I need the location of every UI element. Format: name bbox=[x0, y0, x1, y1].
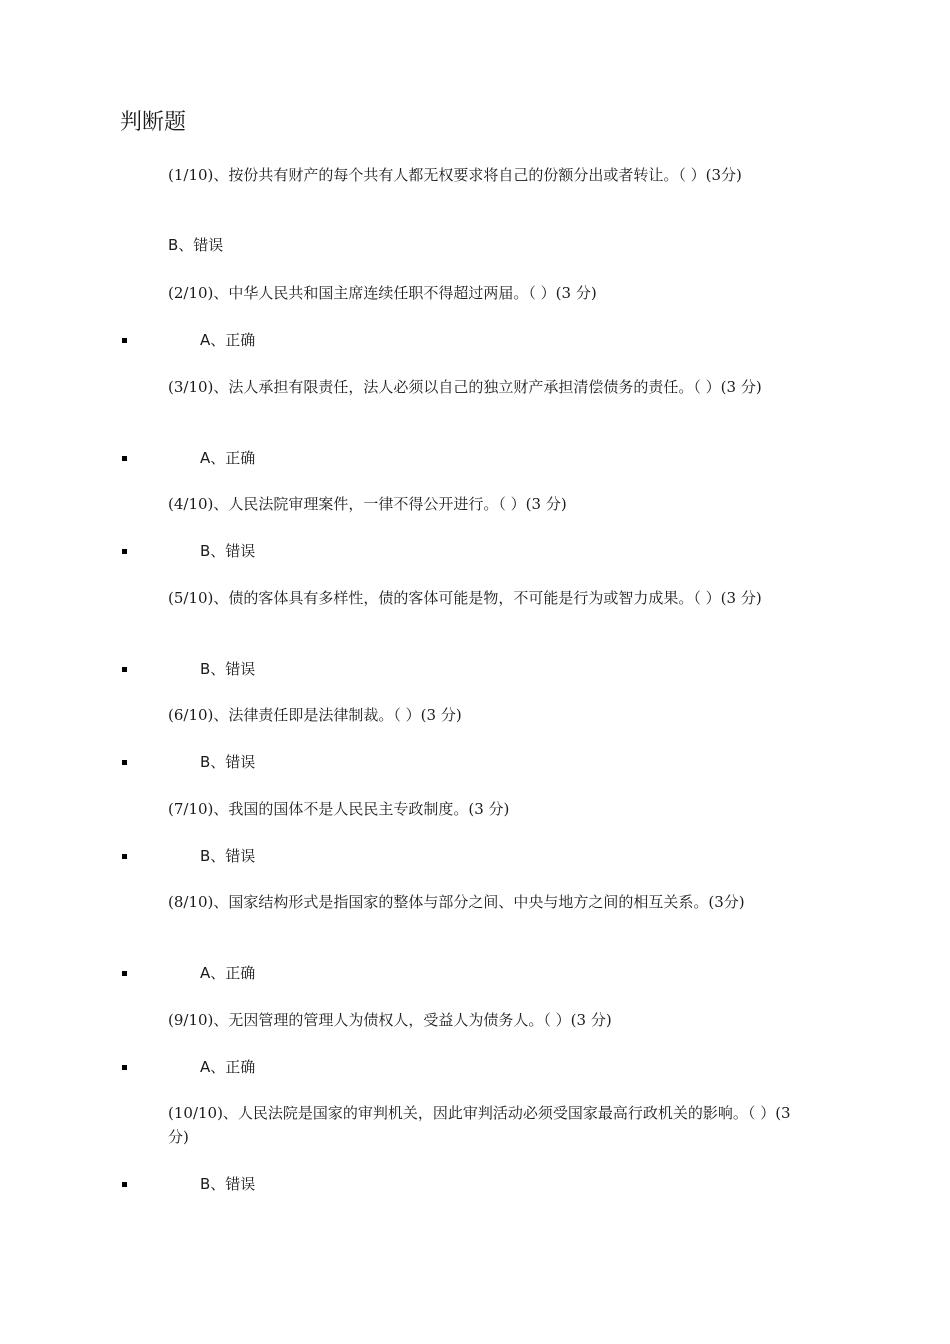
question-5: (5/10)、债的客体具有多样性，债的客体可能是物，不可能是行为或智力成果。（ ）(3 分) bbox=[168, 589, 762, 607]
question-8: (8/10)、国家结构形式是指国家的整体与部分之间、中央与地方之间的相互关系。(3分) bbox=[168, 893, 745, 911]
question-3: (3/10)、法人承担有限责任，法人必须以自己的独立财产承担清偿债务的责任。（ ）(3 分) bbox=[168, 378, 762, 396]
answer-3-text: A、正确 bbox=[200, 449, 256, 467]
answer-9-text: A、正确 bbox=[200, 1058, 256, 1076]
bullet-icon bbox=[122, 854, 127, 859]
answer-8-text: A、正确 bbox=[200, 964, 256, 982]
question-1: (1/10)、按份共有财产的每个共有人都无权要求将自己的份额分出或者转让。（ ）(3分) bbox=[168, 166, 742, 184]
answer-10-text: B、错误 bbox=[200, 1175, 256, 1193]
section-title: 判断题 bbox=[120, 110, 187, 135]
answer-7-text: B、错误 bbox=[200, 847, 256, 865]
bullet-icon bbox=[122, 1182, 127, 1187]
bullet-icon bbox=[122, 549, 127, 554]
bullet-icon bbox=[122, 1065, 127, 1070]
question-2: (2/10)、中华人民共和国主席连续任职不得超过两届。（ ）(3 分) bbox=[168, 284, 597, 302]
question-7: (7/10)、我国的国体不是人民民主专政制度。(3 分) bbox=[168, 800, 510, 818]
answer-6-text: B、错误 bbox=[200, 753, 256, 771]
bullet-icon bbox=[122, 971, 127, 976]
bullet-icon bbox=[122, 338, 127, 343]
question-6: (6/10)、法律责任即是法律制裁。（ ）(3 分) bbox=[168, 706, 462, 724]
bullet-icon bbox=[122, 456, 127, 461]
answer-5-text: B、错误 bbox=[200, 660, 256, 678]
answer-2-text: A、正确 bbox=[200, 331, 256, 349]
question-4: (4/10)、人民法院审理案件，一律不得公开进行。（ ）(3 分) bbox=[168, 495, 567, 513]
answer-4-text: B、错误 bbox=[200, 542, 256, 560]
question-9: (9/10)、无因管理的管理人为债权人，受益人为债务人。（ ）(3 分) bbox=[168, 1011, 612, 1029]
bullet-icon bbox=[122, 667, 127, 672]
question-10: (10/10)、人民法院是国家的审判机关，因此审判活动必须受国家最高行政机关的影响。（ ）(3 分) bbox=[168, 1104, 791, 1146]
answer-1-text: B、错误 bbox=[168, 236, 224, 254]
bullet-icon bbox=[122, 760, 127, 765]
